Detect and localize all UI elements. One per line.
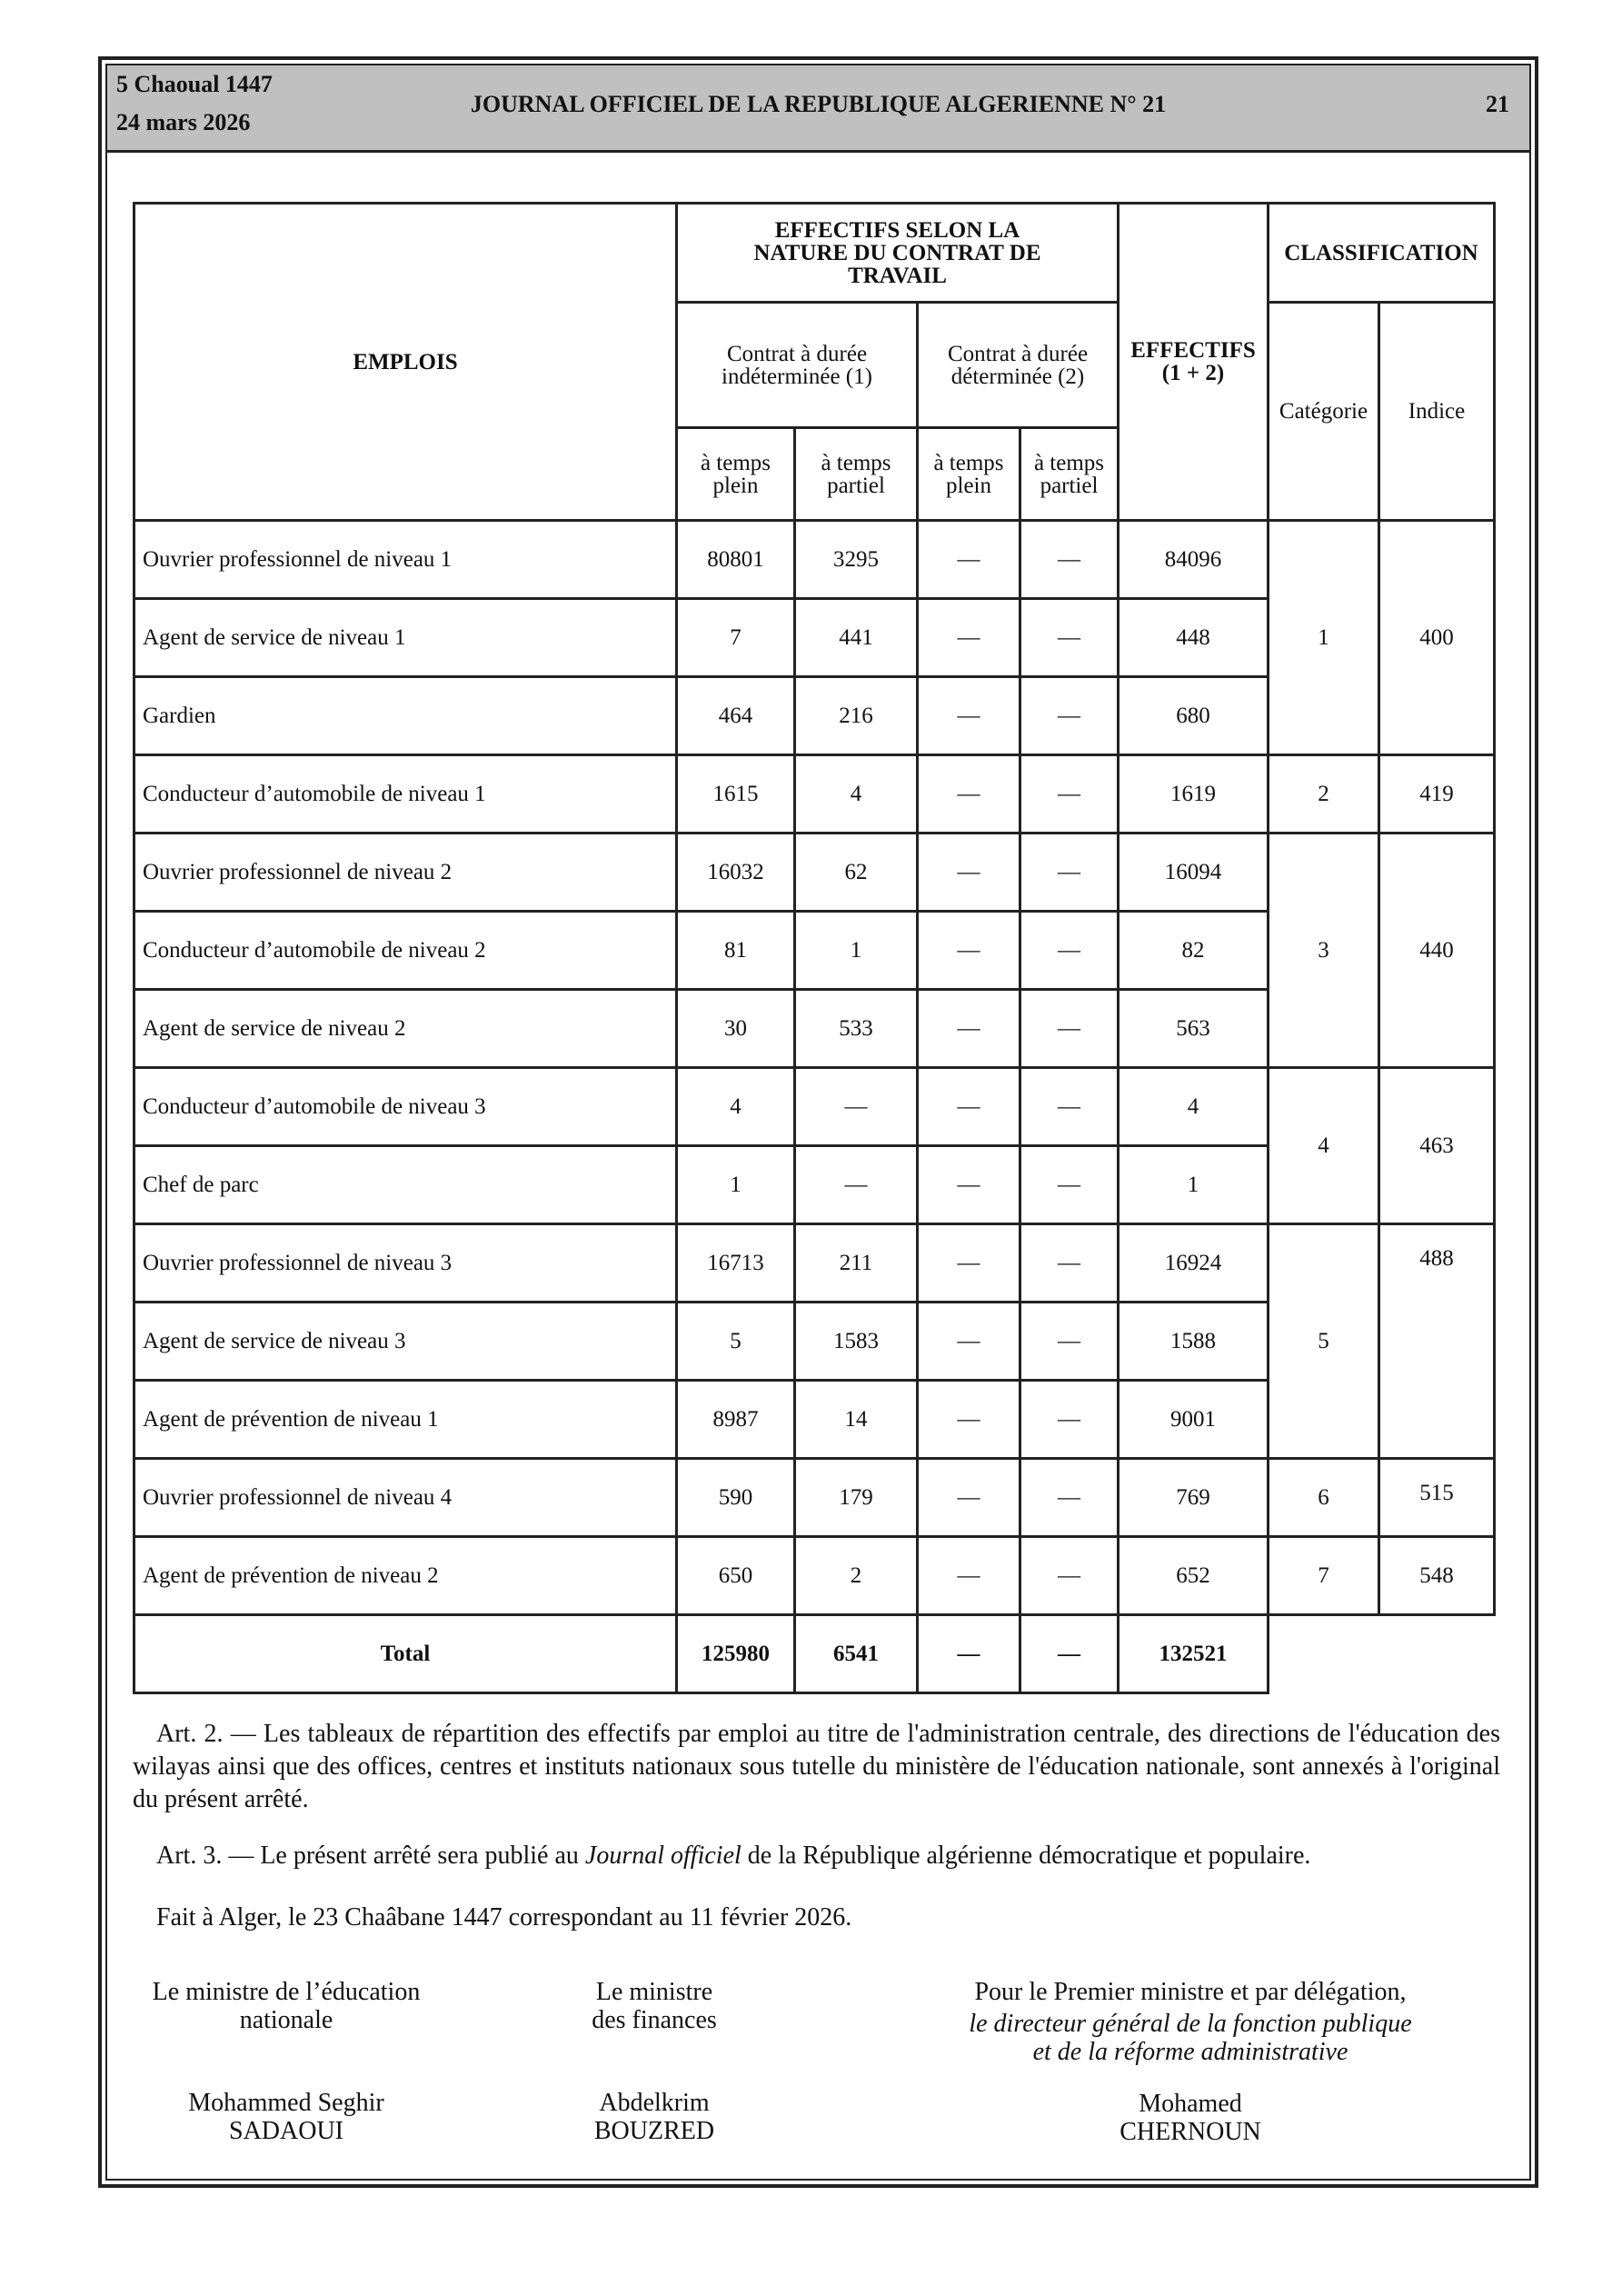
table-body bbox=[134, 521, 1495, 1693]
table-row bbox=[134, 1068, 1495, 1146]
cell-cdi-partiel: 1583 bbox=[795, 1303, 918, 1381]
cell-job-title: Agent de service de niveau 3 bbox=[134, 1303, 677, 1381]
cell-effectifs-total: 563 bbox=[1119, 990, 1269, 1068]
signatory-surname: BOUZRED bbox=[593, 2117, 715, 2145]
cell-cdd-partiel: — bbox=[1020, 677, 1119, 755]
cell-cdi-partiel: 216 bbox=[795, 677, 918, 755]
cell-effectifs-total: 769 bbox=[1119, 1459, 1269, 1537]
cell-cdd-plein: — bbox=[918, 834, 1020, 912]
effectifs-table bbox=[133, 202, 1496, 1694]
cell-cdd-plein: — bbox=[918, 1146, 1020, 1224]
cell-job-title: Ouvrier professionnel de niveau 4 bbox=[134, 1459, 677, 1537]
cell-categorie: 4 bbox=[1269, 1068, 1379, 1224]
signature-finances bbox=[518, 1978, 791, 2145]
header-indice: Indice bbox=[1379, 303, 1495, 521]
cell-cdd-partiel: — bbox=[1020, 912, 1119, 990]
empty-cell bbox=[1269, 1615, 1495, 1693]
article-3-text-end: de la République algérienne démocratique et populaire. bbox=[741, 1842, 1311, 1870]
cell-job-title: Agent de service de niveau 2 bbox=[134, 990, 677, 1068]
cell-cdd-plein: — bbox=[918, 755, 1020, 834]
header-emplois: EMPLOIS bbox=[134, 204, 677, 521]
cell-categorie: 3 bbox=[1269, 834, 1379, 1068]
signatory-name: Abdelkrim bbox=[599, 2089, 710, 2117]
cell-cdi-plein: 16713 bbox=[677, 1224, 795, 1303]
cell-cdd-partiel: — bbox=[1020, 1146, 1119, 1224]
cell-job-title: Conducteur d’automobile de niveau 3 bbox=[134, 1068, 677, 1146]
cell-job-title: Conducteur d’automobile de niveau 2 bbox=[134, 912, 677, 990]
cell-effectifs-total: 84096 bbox=[1119, 521, 1269, 599]
table-row bbox=[134, 755, 1495, 834]
cell-effectifs-total: 680 bbox=[1119, 677, 1269, 755]
signatory-name: Mohammed Seghir bbox=[188, 2089, 384, 2117]
article-3 bbox=[133, 1840, 1500, 1872]
cell-job-title: Gardien bbox=[134, 677, 677, 755]
signature-title: Pour le Premier ministre et par délégation, bbox=[974, 1978, 1407, 2006]
signature-title: nationale bbox=[239, 2006, 333, 2034]
cell-cdd-partiel: — bbox=[1020, 834, 1119, 912]
gregorian-date: 24 mars 2026 bbox=[116, 109, 251, 135]
cell-categorie: 6 bbox=[1269, 1459, 1379, 1537]
cell-cdd-partiel: — bbox=[1020, 990, 1119, 1068]
cell-cdi-plein: 1615 bbox=[677, 755, 795, 834]
cell-indice: 440 bbox=[1379, 834, 1495, 1068]
journal-title: JOURNAL OFFICIEL DE LA REPUBLIQUE ALGERIENNE N° 21 bbox=[470, 91, 1167, 117]
hijri-date: 5 Chaoual 1447 bbox=[116, 71, 273, 97]
cell-cdi-plein: 4 bbox=[677, 1068, 795, 1146]
cell-cdi-partiel: — bbox=[795, 1146, 918, 1224]
signature-title: Le ministre de l’éducation bbox=[152, 1978, 421, 2006]
cell-effectifs-total: 4 bbox=[1119, 1068, 1269, 1146]
cell-effectifs-total: 9001 bbox=[1119, 1381, 1269, 1459]
cell-effectifs-total: 16924 bbox=[1119, 1224, 1269, 1303]
cell-cdd-plein: — bbox=[918, 912, 1020, 990]
cell-cdd-plein: — bbox=[918, 990, 1020, 1068]
signatory-surname: SADAOUI bbox=[229, 2117, 343, 2145]
cell-effectifs-total: 448 bbox=[1119, 599, 1269, 677]
total-cdi-plein: 125980 bbox=[677, 1615, 795, 1693]
cell-cdi-partiel: 533 bbox=[795, 990, 918, 1068]
signature-function: le directeur général de la fonction publique bbox=[969, 2010, 1412, 2038]
table-row bbox=[134, 1537, 1495, 1615]
cell-job-title: Agent de prévention de niveau 2 bbox=[134, 1537, 677, 1615]
total-cdd-plein: — bbox=[918, 1615, 1020, 1693]
header-cdi-plein: à temps plein bbox=[677, 428, 795, 521]
cell-job-title: Chef de parc bbox=[134, 1146, 677, 1224]
cell-categorie: 1 bbox=[1269, 521, 1379, 755]
cell-cdi-plein: 80801 bbox=[677, 521, 795, 599]
cell-cdd-partiel: — bbox=[1020, 1537, 1119, 1615]
cell-job-title: Ouvrier professionnel de niveau 3 bbox=[134, 1224, 677, 1303]
cell-cdd-plein: — bbox=[918, 1224, 1020, 1303]
cell-effectifs-total: 16094 bbox=[1119, 834, 1269, 912]
cell-cdi-partiel: 62 bbox=[795, 834, 918, 912]
cell-cdi-partiel: 4 bbox=[795, 755, 918, 834]
journal-header bbox=[107, 65, 1529, 153]
cell-effectifs-total: 652 bbox=[1119, 1537, 1269, 1615]
cell-indice: 463 bbox=[1379, 1068, 1495, 1224]
cell-job-title: Agent de prévention de niveau 1 bbox=[134, 1381, 677, 1459]
cell-cdd-plein: — bbox=[918, 1459, 1020, 1537]
cell-cdd-plein: — bbox=[918, 521, 1020, 599]
table-row bbox=[134, 1459, 1495, 1537]
header-effectifs: EFFECTIFS (1 + 2) bbox=[1119, 204, 1269, 521]
header-cdd-partiel: à temps partiel bbox=[1020, 428, 1119, 521]
article-3-text: Art. 3. — Le présent arrêté sera publié au bbox=[156, 1842, 585, 1870]
total-row bbox=[134, 1615, 1495, 1693]
cell-indice: 515 bbox=[1379, 1459, 1495, 1537]
cell-indice: 548 bbox=[1379, 1537, 1495, 1615]
cell-cdi-plein: 590 bbox=[677, 1459, 795, 1537]
cell-job-title: Agent de service de niveau 1 bbox=[134, 599, 677, 677]
table-row bbox=[134, 834, 1495, 912]
cell-effectifs-total: 1 bbox=[1119, 1146, 1269, 1224]
total-cdd-partiel: — bbox=[1020, 1615, 1119, 1693]
header-nature-contrat: EFFECTIFS SELON LA NATURE DU CONTRAT DE TRAVAIL bbox=[677, 204, 1119, 303]
header-cdi: Contrat à durée indéterminée (1) bbox=[677, 303, 918, 428]
header-cdd: Contrat à durée déterminée (2) bbox=[918, 303, 1119, 428]
page-number: 21 bbox=[1486, 91, 1509, 117]
cell-job-title: Ouvrier professionnel de niveau 2 bbox=[134, 834, 677, 912]
cell-indice: 419 bbox=[1379, 755, 1495, 834]
cell-categorie: 7 bbox=[1269, 1537, 1379, 1615]
table-row bbox=[134, 521, 1495, 599]
signature-title: des finances bbox=[592, 2006, 717, 2034]
table-row bbox=[134, 1224, 1495, 1303]
signature-premier-ministre bbox=[872, 1978, 1508, 2146]
cell-cdi-plein: 1 bbox=[677, 1146, 795, 1224]
cell-cdi-plein: 7 bbox=[677, 599, 795, 677]
cell-cdi-partiel: 179 bbox=[795, 1459, 918, 1537]
cell-categorie: 2 bbox=[1269, 755, 1379, 834]
cell-cdi-plein: 16032 bbox=[677, 834, 795, 912]
cell-categorie: 5 bbox=[1269, 1224, 1379, 1459]
cell-cdi-plein: 81 bbox=[677, 912, 795, 990]
header-categorie: Catégorie bbox=[1269, 303, 1379, 521]
total-job-title: Total bbox=[134, 1615, 677, 1693]
signatory-name: Mohamed bbox=[1139, 2090, 1242, 2118]
header-cdi-partiel: à temps partiel bbox=[795, 428, 918, 521]
cell-cdi-plein: 464 bbox=[677, 677, 795, 755]
signature-function: et de la réforme administrative bbox=[1032, 2038, 1348, 2066]
cell-cdd-partiel: — bbox=[1020, 1224, 1119, 1303]
cell-cdi-plein: 30 bbox=[677, 990, 795, 1068]
signatory-surname: CHERNOUN bbox=[1119, 2118, 1261, 2146]
cell-cdi-partiel: 2 bbox=[795, 1537, 918, 1615]
cell-cdd-plein: — bbox=[918, 677, 1020, 755]
cell-effectifs-total: 82 bbox=[1119, 912, 1269, 990]
header-cdd-plein: à temps plein bbox=[918, 428, 1020, 521]
cell-cdi-partiel: 3295 bbox=[795, 521, 918, 599]
signature-title: Le ministre bbox=[595, 1978, 713, 2006]
cell-cdi-plein: 8987 bbox=[677, 1381, 795, 1459]
total-cdi-partiel: 6541 bbox=[795, 1615, 918, 1693]
cell-cdd-partiel: — bbox=[1020, 599, 1119, 677]
cell-cdi-partiel: 14 bbox=[795, 1381, 918, 1459]
cell-cdi-partiel: 1 bbox=[795, 912, 918, 990]
signature-education bbox=[127, 1978, 445, 2145]
cell-indice: 400 bbox=[1379, 521, 1495, 755]
cell-cdd-plein: — bbox=[918, 1068, 1020, 1146]
cell-cdd-partiel: — bbox=[1020, 521, 1119, 599]
total-effectifs-total: 132521 bbox=[1119, 1615, 1269, 1693]
fait-a-alger: Fait à Alger, le 23 Chaâbane 1447 correspondant au 11 février 2026. bbox=[156, 1903, 852, 1932]
cell-cdi-partiel: 211 bbox=[795, 1224, 918, 1303]
cell-cdd-plein: — bbox=[918, 1303, 1020, 1381]
cell-cdi-partiel: 441 bbox=[795, 599, 918, 677]
cell-cdd-partiel: — bbox=[1020, 1381, 1119, 1459]
cell-cdd-plein: — bbox=[918, 1537, 1020, 1615]
article-2: Art. 2. — Les tableaux de répartition des effectifs par emploi au titre de l'administration centrale, des directions de l'éducation des wilayas ainsi que des offices, centres et instituts nationaux sous tutelle du ministère de l'éducation nationale, sont annexés à l'original du présent arrêté. bbox=[133, 1720, 1500, 1813]
cell-effectifs-total: 1588 bbox=[1119, 1303, 1269, 1381]
cell-cdd-partiel: — bbox=[1020, 1068, 1119, 1146]
cell-cdi-plein: 650 bbox=[677, 1537, 795, 1615]
cell-cdi-partiel: — bbox=[795, 1068, 918, 1146]
header-classification: CLASSIFICATION bbox=[1269, 204, 1495, 303]
cell-cdd-partiel: — bbox=[1020, 1303, 1119, 1381]
cell-job-title: Ouvrier professionnel de niveau 1 bbox=[134, 521, 677, 599]
cell-cdd-plein: — bbox=[918, 1381, 1020, 1459]
cell-cdi-plein: 5 bbox=[677, 1303, 795, 1381]
cell-cdd-partiel: — bbox=[1020, 1459, 1119, 1537]
cell-job-title: Conducteur d’automobile de niveau 1 bbox=[134, 755, 677, 834]
cell-cdd-partiel: — bbox=[1020, 755, 1119, 834]
cell-cdd-plein: — bbox=[918, 599, 1020, 677]
cell-effectifs-total: 1619 bbox=[1119, 755, 1269, 834]
cell-indice: 488 bbox=[1379, 1224, 1495, 1459]
article-3-journal: Journal officiel bbox=[584, 1842, 741, 1870]
